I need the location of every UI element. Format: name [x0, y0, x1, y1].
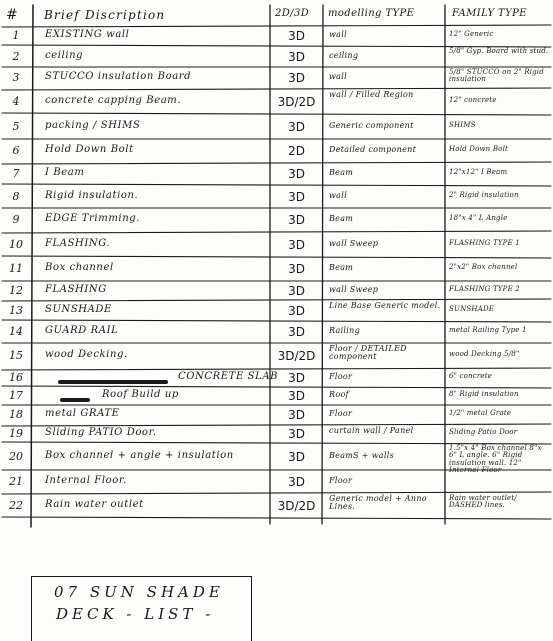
row-modelling-type: wall [329, 72, 347, 81]
row-dimension: 3D [288, 71, 305, 85]
row-modelling-type: BeamS + walls [329, 450, 394, 460]
header-modelling-type: modelling TYPE [328, 8, 415, 19]
row-description: EXISTING wall [45, 29, 130, 40]
row-description: wood Decking. [45, 349, 128, 360]
row-family-type: metal Railing Type 1 [449, 326, 527, 334]
title-line-2: DECK - LIST - [56, 605, 215, 623]
row-modelling-type: wall / Filled Region [329, 90, 414, 99]
row-dimension: 3D [288, 427, 305, 441]
row-number: 18 [9, 408, 23, 421]
row-modelling-type: curtain wall / Panel [329, 426, 414, 435]
row-modelling-type: wall Sweep [329, 238, 379, 248]
row-number: 21 [9, 474, 23, 488]
row-family-type: Sliding Patio Door [449, 428, 518, 436]
header-number: # [6, 7, 19, 23]
row-modelling-type: Beam [329, 168, 354, 177]
row-modelling-type: wall [329, 30, 347, 39]
row-description: Roof Build up [102, 389, 179, 400]
row-description: Rigid insulation. [45, 189, 139, 201]
row-description: CONCRETE SLAB [178, 371, 279, 382]
row-number: 10 [9, 237, 23, 251]
header-dimension: 2D/3D [275, 8, 310, 19]
row-family-type: 5/8" STUCCO on 2" Rigid insulation [449, 68, 544, 84]
row-modelling-type: Floor [329, 409, 353, 418]
row-description: FLASHING. [45, 237, 111, 249]
row-family-type: 12" Generic [449, 30, 494, 38]
row-family-type: 5/8" Gyp. Board with stud. [449, 47, 549, 55]
row-dimension: 3D [288, 213, 305, 227]
row-description: GUARD RAIL [45, 325, 119, 336]
row-modelling-type: Railing [329, 326, 361, 335]
row-description: FLASHING [45, 283, 107, 295]
row-number: 1 [12, 29, 20, 42]
row-dimension: 3D [288, 49, 305, 64]
row-family-type: 1.5"x 4" Box channel 8"x 6" L angle. 6" Rigid insulation wall. 12" Internal Floor [449, 444, 542, 475]
row-family-type: FLASHING TYPE 1 [449, 238, 520, 247]
row-dimension: 3D [288, 303, 305, 318]
row-number: 5 [12, 119, 20, 133]
row-dimension: 3D [288, 167, 305, 181]
row-description: metal GRATE [45, 408, 120, 419]
row-description: Rain water outlet [45, 498, 144, 510]
title-line-1: 07 SUN SHADE [54, 583, 224, 601]
row-family-type: FLASHING TYPE 2 [449, 284, 520, 293]
row-number: 3 [12, 71, 20, 84]
row-modelling-type: Floor [329, 475, 353, 485]
row-dimension: 3D [288, 389, 305, 403]
row-dimension: 3D [288, 119, 305, 134]
row-description: Sliding PATIO Door. [45, 427, 157, 438]
row-description: packing / SHIMS [45, 119, 141, 131]
row-number: 22 [9, 498, 23, 512]
row-number: 4 [12, 94, 20, 108]
row-family-type: SHIMS [449, 120, 476, 129]
row-dimension: 3D [288, 29, 305, 43]
row-family-type: 6" concrete [449, 372, 493, 380]
row-modelling-type: Roof [329, 390, 349, 399]
row-modelling-type: Line Base Generic model. [329, 301, 441, 310]
row-dimension: 3D [288, 262, 305, 276]
row-family-type: 8" Rigid insulation [449, 390, 519, 398]
row-modelling-type: Generic model + Anno Lines. [329, 494, 427, 512]
row-number: 11 [9, 262, 23, 275]
row-number: 16 [9, 371, 23, 384]
row-description: ceiling [45, 49, 84, 61]
row-modelling-type: Floor / DETAILED component [329, 344, 407, 362]
row-dimension: 3D/2D [277, 498, 316, 513]
row-modelling-type: wall Sweep [329, 284, 379, 294]
row-modelling-type: Floor [329, 372, 353, 381]
row-number: 13 [9, 303, 23, 317]
row-number: 6 [12, 144, 20, 157]
row-description: Hold Down Bolt [45, 144, 134, 155]
row-family-type: 1/2" metal Grate [449, 409, 512, 417]
row-modelling-type: wall [329, 190, 347, 200]
row-family-type: 12"x12" I Beam [449, 168, 508, 176]
row-dimension: 3D [288, 371, 305, 385]
row-number: 12 [9, 283, 23, 297]
row-description: Box channel + angle + insulation [45, 449, 234, 461]
row-modelling-type: Beam [329, 214, 354, 223]
row-modelling-type: Detailed component [329, 145, 417, 154]
row-modelling-type: Generic component [329, 120, 414, 130]
row-modelling-type: Beam [329, 263, 354, 272]
row-family-type: 12" concrete [449, 95, 497, 104]
row-dimension: 3D [288, 325, 305, 339]
row-description: Box channel [45, 262, 114, 273]
row-number: 9 [12, 213, 20, 226]
row-description: SUNSHADE [45, 303, 112, 315]
crossed-out-scribble [58, 376, 168, 384]
row-dimension: 3D [288, 408, 305, 422]
row-family-type: SUNSHADE [449, 304, 495, 313]
row-modelling-type: ceiling [329, 50, 359, 60]
row-number: 2 [12, 49, 20, 63]
row-description: STUCCO insulation Board [45, 71, 192, 82]
row-dimension: 3D/2D [277, 349, 316, 363]
row-number: 15 [9, 349, 23, 362]
row-description: EDGE Trimming. [45, 213, 141, 224]
row-dimension: 2D [288, 144, 305, 158]
crossed-out-scribble [60, 394, 90, 402]
row-dimension: 3D [288, 189, 305, 204]
row-dimension: 3D [288, 237, 305, 252]
row-dimension: 3D [288, 283, 305, 298]
row-dimension: 3D [288, 474, 305, 489]
row-family-type: 2" Rigid insulation [449, 190, 519, 199]
header-family-type: FAMILY TYPE [452, 8, 527, 19]
row-number: 19 [9, 427, 23, 440]
row-description: Internal Floor. [45, 474, 127, 486]
row-number: 20 [9, 449, 23, 463]
row-number: 14 [9, 325, 23, 338]
row-number: 8 [12, 189, 20, 203]
row-description: concrete capping Beam. [45, 94, 182, 106]
row-family-type: 18"x 4" L Angle [449, 214, 508, 222]
row-description: I Beam [45, 167, 85, 178]
row-family-type: 2"x2" Box channel [449, 263, 518, 271]
row-family-type: wood Decking 5/8" [449, 350, 520, 358]
header-description: Brief Discription [44, 8, 166, 22]
row-number: 7 [12, 167, 20, 180]
title-box [31, 576, 252, 641]
row-dimension: 3D/2D [277, 94, 316, 109]
row-family-type: Rain water outlet/ DASHED lines. [449, 494, 517, 510]
row-dimension: 3D [288, 449, 305, 464]
row-number: 17 [9, 389, 23, 402]
row-family-type: Hold Down Bolt [449, 145, 509, 153]
